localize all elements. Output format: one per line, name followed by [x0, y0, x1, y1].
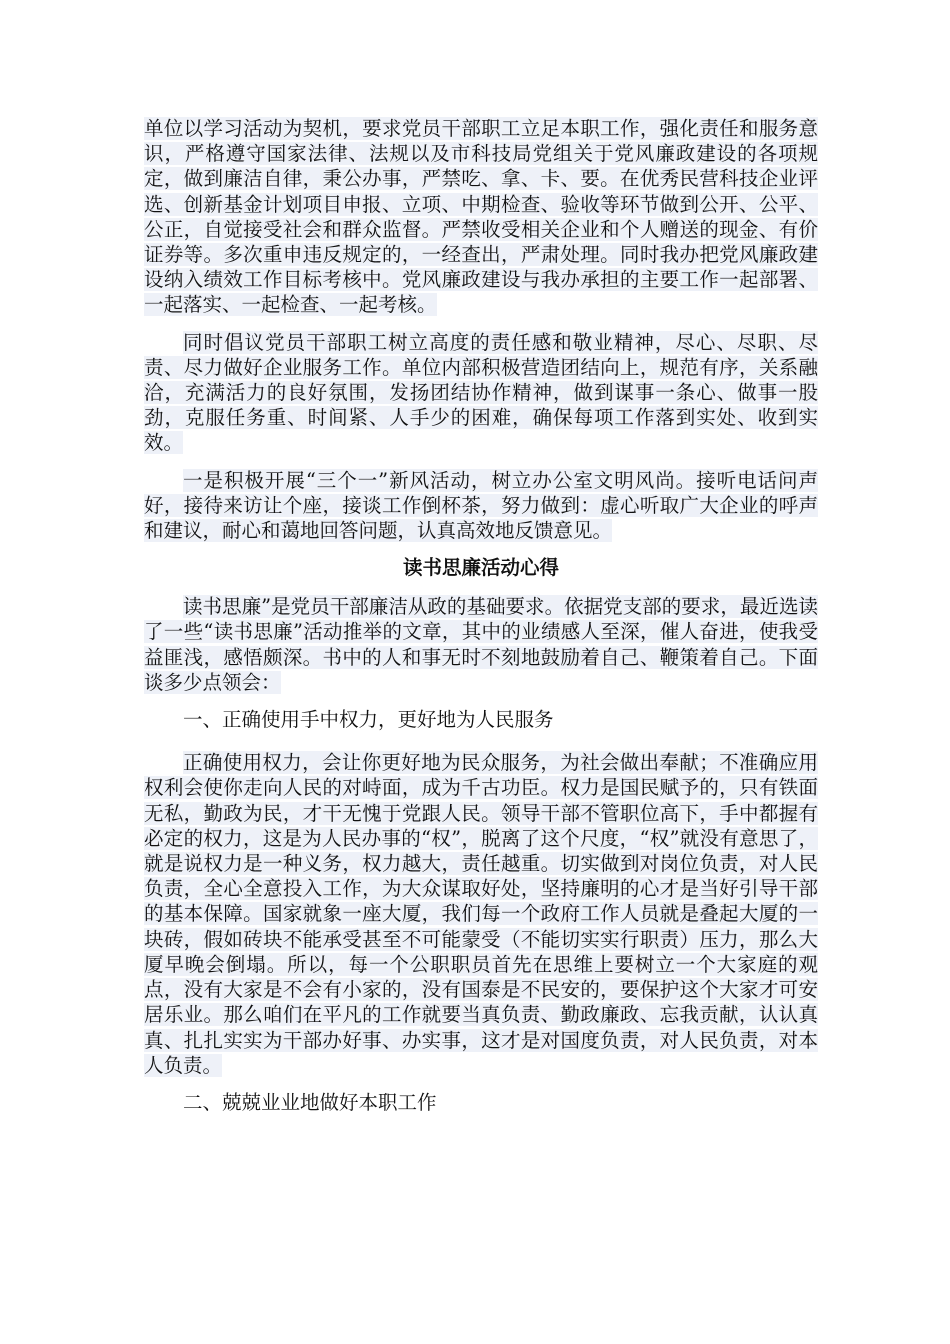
paragraph-discipline: 单位以学习活动为契机，要求党员干部职工立足本职工作，强化责任和服务意识，严格遵守国家法律、法规以及市科技局党组关于党风廉政建设的各项规定，做到廉洁自律，秉公办事，严禁吃、拿、卡、要。在优秀民营科技企业评选、创新基金计划项目申报、立项、中期检查、验收等环节做到公开、公平、公正，自觉接受社会和群众监督。严禁收受相关企业和个人赠送的现金、有价证券等。多次重申违反规定的，一经查出，严肃处理。同时我办把党风廉政建设纳入绩效工作目标考核中。党风廉政建设与我办承担的主要工作一起部署、一起落实、一起检查、一起考核。: [144, 117, 818, 317]
section-heading-one: 一、正确使用手中权力，更好地为人民服务: [183, 708, 554, 732]
paragraph-responsibility: 同时倡议党员干部职工树立高度的责任感和敬业精神，尽心、尽职、尽责、尽力做好企业服务工作。单位内部积极营造团结向上，规范有序，关系融洽，充满活力的良好氛围，发扬团结协作精神，做到谋事一条心、做事一股劲，克服任务重、时间紧、人手少的困难，确保每项工作落到实处、收到实效。: [144, 330, 818, 455]
document-title: 读书思廉活动心得: [402, 556, 559, 580]
section-heading-two: 二、兢兢业业地做好本职工作: [183, 1090, 437, 1114]
paragraph-introduction: 读书思廉”是党员干部廉洁从政的基础要求。依据党支部的要求，最近选读了一些“读书思廉”活动推举的文章，其中的业绩感人至深，催人奋进，使我受益匪浅，感悟颇深。书中的人和事无时不刻地鼓励着自己、鞭策着自己。下面谈多少点领会：: [144, 595, 818, 694]
paragraph-new-style-activity: 一是积极开展“三个一”新风活动，树立办公室文明风尚。接听电话问声好，接待来访让个座，接谈工作倒杯茶，努力做到：虚心听取广大企业的呼声和建议，耐心和蔼地回答问题，认真高效地反馈意见。: [144, 468, 818, 543]
paragraph-use-of-power: 正确使用权力，会让你更好地为民众服务，为社会做出奉献；不准确应用权利会使你走向人民的对峙面，成为千古功臣。权力是国民赋予的，只有铁面无私，勤政为民，才干无愧于党跟人民。领导干部不管职位高下，手中都握有必定的权力，这是为人民办事的“权”，脱离了这个尺度，“权”就没有意思了，就是说权力是一种义务，权力越大，责任越重。切实做到对岗位负责，对人民负责，全心全意投入工作，为大众谋取好处，坚持廉明的心才是当好引导干部的基本保障。国家就象一座大厦，我们每一个政府工作人员就是叠起大厦的一块砖，假如砖块不能承受甚至不可能蒙受（不能切实实行职责）压力，那么大厦早晚会倒塌。所以，每一个公职职员首先在思维上要树立一个大家庭的观点，没有大家是不会有小家的，没有国泰是不民安的，要保护这个大家才可安居乐业。那么咱们在平凡的工作就要当真负责、勤政廉政、忘我贡献，认认真真、扎扎实实为干部办好事、办实事，这才是对国度负责，对人民负责，对本人负责。: [144, 751, 818, 1077]
